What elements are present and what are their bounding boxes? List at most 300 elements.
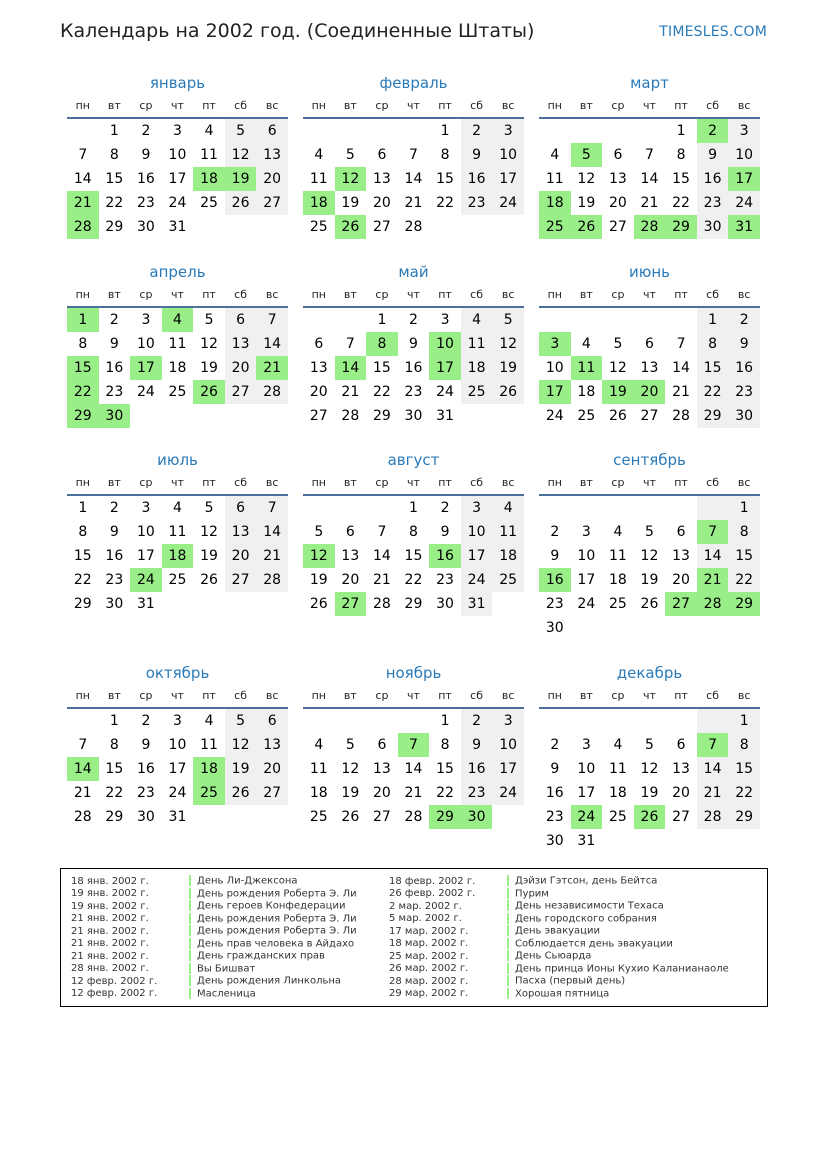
- day-cell[interactable]: 18: [577, 384, 596, 400]
- day-cell[interactable]: 10: [429, 332, 461, 356]
- day-cell[interactable]: 23: [545, 596, 564, 612]
- day-cell[interactable]: 25: [200, 195, 218, 211]
- day-cell[interactable]: 16: [136, 761, 155, 777]
- day-cell[interactable]: 28: [372, 596, 391, 612]
- day-cell[interactable]: 23: [105, 572, 124, 588]
- day-cell[interactable]: 26: [571, 215, 603, 239]
- day-cell[interactable]: 7: [78, 147, 88, 163]
- day-cell[interactable]: 23: [436, 572, 454, 588]
- day-cell[interactable]: 22: [697, 380, 729, 404]
- day-cell[interactable]: 6: [613, 147, 623, 163]
- day-cell[interactable]: 18: [461, 356, 493, 380]
- day-cell[interactable]: 1: [109, 713, 119, 729]
- day-cell[interactable]: 26: [640, 596, 659, 612]
- day-cell[interactable]: 29: [73, 596, 92, 612]
- day-cell[interactable]: 3: [141, 312, 151, 328]
- day-cell[interactable]: 3: [581, 524, 591, 540]
- day-cell[interactable]: 13: [608, 171, 627, 187]
- day-cell[interactable]: 3: [440, 312, 450, 328]
- day-cell[interactable]: 30: [404, 408, 423, 424]
- day-cell[interactable]: 1: [676, 123, 686, 139]
- day-cell[interactable]: 20: [608, 195, 627, 211]
- day-cell[interactable]: 12: [335, 167, 367, 191]
- day-cell[interactable]: 9: [697, 143, 729, 167]
- day-cell[interactable]: 8: [728, 733, 760, 757]
- day-cell[interactable]: 8: [409, 524, 418, 540]
- day-cell[interactable]: 4: [613, 737, 623, 753]
- day-cell[interactable]: 27: [665, 592, 697, 616]
- day-cell[interactable]: 2: [109, 500, 119, 516]
- day-cell[interactable]: 4: [204, 713, 214, 729]
- day-cell[interactable]: 30: [136, 809, 155, 825]
- day-cell[interactable]: 22: [67, 380, 99, 404]
- day-cell[interactable]: 21: [73, 785, 92, 801]
- day-cell[interactable]: 3: [173, 123, 182, 139]
- day-cell[interactable]: 5: [204, 312, 214, 328]
- day-cell[interactable]: 13: [256, 733, 288, 757]
- day-cell[interactable]: 4: [314, 147, 324, 163]
- day-cell[interactable]: 6: [377, 147, 387, 163]
- day-cell[interactable]: 22: [728, 568, 760, 592]
- day-cell[interactable]: 10: [461, 520, 493, 544]
- day-cell[interactable]: 5: [645, 524, 654, 540]
- day-cell[interactable]: 18: [303, 191, 335, 215]
- day-cell[interactable]: 11: [545, 171, 564, 187]
- day-cell[interactable]: 4: [204, 123, 214, 139]
- day-cell[interactable]: 26: [225, 781, 257, 805]
- day-cell[interactable]: 28: [672, 408, 690, 424]
- day-cell[interactable]: 27: [372, 809, 391, 825]
- day-cell[interactable]: 14: [256, 332, 288, 356]
- day-cell[interactable]: 7: [377, 524, 387, 540]
- day-cell[interactable]: 20: [372, 785, 391, 801]
- day-cell[interactable]: 9: [109, 524, 119, 540]
- day-cell[interactable]: 14: [335, 356, 367, 380]
- day-cell[interactable]: 4: [173, 500, 182, 516]
- day-cell[interactable]: 11: [168, 524, 187, 540]
- day-cell[interactable]: 14: [404, 171, 423, 187]
- day-cell[interactable]: 14: [73, 171, 92, 187]
- day-cell[interactable]: 27: [608, 219, 627, 235]
- day-cell[interactable]: 18: [492, 544, 524, 568]
- day-cell[interactable]: 19: [640, 785, 659, 801]
- day-cell[interactable]: 7: [256, 308, 288, 332]
- day-cell[interactable]: 23: [105, 384, 124, 400]
- day-cell[interactable]: 20: [672, 785, 690, 801]
- day-cell[interactable]: 18: [608, 785, 627, 801]
- day-cell[interactable]: 5: [225, 709, 257, 733]
- day-cell[interactable]: 13: [372, 171, 391, 187]
- day-cell[interactable]: 7: [697, 733, 729, 757]
- day-cell[interactable]: 2: [109, 312, 119, 328]
- day-cell[interactable]: 11: [492, 520, 524, 544]
- day-cell[interactable]: 21: [640, 195, 659, 211]
- day-cell[interactable]: 1: [728, 709, 760, 733]
- day-cell[interactable]: 14: [256, 520, 288, 544]
- day-cell[interactable]: 31: [136, 596, 155, 612]
- day-cell[interactable]: 10: [136, 524, 155, 540]
- day-cell[interactable]: 30: [545, 833, 564, 849]
- day-cell[interactable]: 7: [256, 496, 288, 520]
- day-cell[interactable]: 30: [545, 620, 564, 636]
- day-cell[interactable]: 25: [577, 408, 596, 424]
- day-cell[interactable]: 5: [645, 737, 654, 753]
- day-cell[interactable]: 15: [728, 757, 760, 781]
- day-cell[interactable]: 5: [345, 737, 355, 753]
- day-cell[interactable]: 21: [67, 191, 99, 215]
- day-cell[interactable]: 10: [492, 143, 524, 167]
- day-cell[interactable]: 15: [672, 171, 690, 187]
- day-cell[interactable]: 25: [309, 809, 328, 825]
- day-cell[interactable]: 12: [225, 143, 257, 167]
- day-cell[interactable]: 25: [539, 215, 571, 239]
- day-cell[interactable]: 24: [577, 596, 596, 612]
- day-cell[interactable]: 18: [193, 167, 225, 191]
- day-cell[interactable]: 8: [697, 332, 729, 356]
- day-cell[interactable]: 2: [409, 312, 418, 328]
- day-cell[interactable]: 23: [136, 785, 155, 801]
- day-cell[interactable]: 3: [492, 119, 524, 143]
- day-cell[interactable]: 24: [436, 384, 454, 400]
- day-cell[interactable]: 29: [404, 596, 423, 612]
- day-cell[interactable]: 26: [225, 191, 257, 215]
- day-cell[interactable]: 28: [73, 809, 92, 825]
- day-cell[interactable]: 4: [581, 336, 591, 352]
- day-cell[interactable]: 24: [130, 568, 162, 592]
- day-cell[interactable]: 29: [728, 592, 760, 616]
- day-cell[interactable]: 2: [440, 500, 450, 516]
- day-cell[interactable]: 2: [141, 123, 151, 139]
- day-cell[interactable]: 20: [672, 572, 690, 588]
- day-cell[interactable]: 14: [404, 761, 423, 777]
- day-cell[interactable]: 15: [105, 171, 124, 187]
- day-cell[interactable]: 2: [728, 308, 760, 332]
- day-cell[interactable]: 30: [436, 596, 454, 612]
- day-cell[interactable]: 23: [545, 809, 564, 825]
- day-cell[interactable]: 20: [256, 167, 288, 191]
- day-cell[interactable]: 27: [372, 219, 391, 235]
- day-cell[interactable]: 10: [577, 761, 596, 777]
- day-cell[interactable]: 21: [404, 195, 423, 211]
- day-cell[interactable]: 28: [67, 215, 99, 239]
- day-cell[interactable]: 1: [377, 312, 387, 328]
- day-cell[interactable]: 15: [697, 356, 729, 380]
- day-cell[interactable]: 3: [492, 709, 524, 733]
- day-cell[interactable]: 19: [200, 548, 218, 564]
- day-cell[interactable]: 29: [665, 215, 697, 239]
- day-cell[interactable]: 18: [539, 191, 571, 215]
- day-cell[interactable]: 10: [168, 737, 187, 753]
- day-cell[interactable]: 29: [105, 219, 124, 235]
- day-cell[interactable]: 16: [429, 544, 461, 568]
- day-cell[interactable]: 10: [577, 548, 596, 564]
- day-cell[interactable]: 6: [225, 308, 257, 332]
- day-cell[interactable]: 8: [676, 147, 686, 163]
- day-cell[interactable]: 18: [162, 544, 194, 568]
- day-cell[interactable]: 2: [141, 713, 151, 729]
- day-cell[interactable]: 29: [697, 404, 729, 428]
- day-cell[interactable]: 23: [136, 195, 155, 211]
- day-cell[interactable]: 24: [168, 195, 187, 211]
- day-cell[interactable]: 11: [200, 147, 218, 163]
- day-cell[interactable]: 11: [571, 356, 603, 380]
- day-cell[interactable]: 31: [436, 408, 454, 424]
- day-cell[interactable]: 23: [461, 191, 493, 215]
- day-cell[interactable]: 11: [309, 761, 328, 777]
- day-cell[interactable]: 27: [225, 568, 257, 592]
- day-cell[interactable]: 8: [728, 520, 760, 544]
- day-cell[interactable]: 15: [728, 544, 760, 568]
- day-cell[interactable]: 22: [436, 785, 454, 801]
- day-cell[interactable]: 27: [256, 781, 288, 805]
- day-cell[interactable]: 3: [173, 713, 182, 729]
- day-cell[interactable]: 3: [539, 332, 571, 356]
- day-cell[interactable]: 3: [728, 119, 760, 143]
- day-cell[interactable]: 16: [105, 548, 124, 564]
- day-cell[interactable]: 2: [550, 524, 560, 540]
- day-cell[interactable]: 20: [372, 195, 391, 211]
- day-cell[interactable]: 24: [168, 785, 187, 801]
- day-cell[interactable]: 19: [602, 380, 634, 404]
- day-cell[interactable]: 28: [341, 408, 360, 424]
- day-cell[interactable]: 6: [676, 737, 686, 753]
- day-cell[interactable]: 8: [440, 737, 450, 753]
- day-cell[interactable]: 29: [728, 805, 760, 829]
- day-cell[interactable]: 17: [492, 167, 524, 191]
- day-cell[interactable]: 31: [728, 215, 760, 239]
- day-cell[interactable]: 2: [550, 737, 560, 753]
- day-cell[interactable]: 21: [256, 544, 288, 568]
- day-cell[interactable]: 22: [672, 195, 690, 211]
- day-cell[interactable]: 19: [225, 167, 257, 191]
- day-cell[interactable]: 24: [136, 384, 155, 400]
- day-cell[interactable]: 5: [204, 500, 214, 516]
- day-cell[interactable]: 9: [141, 147, 151, 163]
- day-cell[interactable]: 14: [640, 171, 659, 187]
- day-cell[interactable]: 2: [697, 119, 729, 143]
- day-cell[interactable]: 16: [105, 360, 124, 376]
- day-cell[interactable]: 5: [314, 524, 324, 540]
- day-cell[interactable]: 23: [461, 781, 493, 805]
- day-cell[interactable]: 27: [672, 809, 690, 825]
- day-cell[interactable]: 28: [404, 809, 423, 825]
- day-cell[interactable]: 12: [640, 548, 659, 564]
- day-cell[interactable]: 27: [640, 408, 659, 424]
- day-cell[interactable]: 22: [105, 195, 124, 211]
- day-cell[interactable]: 22: [436, 195, 454, 211]
- day-cell[interactable]: 17: [461, 544, 493, 568]
- day-cell[interactable]: 11: [461, 332, 493, 356]
- day-cell[interactable]: 1: [78, 500, 88, 516]
- day-cell[interactable]: 6: [225, 496, 257, 520]
- day-cell[interactable]: 16: [136, 171, 155, 187]
- day-cell[interactable]: 29: [67, 404, 99, 428]
- day-cell[interactable]: 19: [225, 757, 257, 781]
- day-cell[interactable]: 30: [728, 404, 760, 428]
- day-cell[interactable]: 10: [492, 733, 524, 757]
- day-cell[interactable]: 28: [697, 592, 729, 616]
- day-cell[interactable]: 17: [168, 761, 187, 777]
- day-cell[interactable]: 20: [256, 757, 288, 781]
- day-cell[interactable]: 26: [608, 408, 627, 424]
- day-cell[interactable]: 7: [645, 147, 654, 163]
- day-cell[interactable]: 16: [461, 167, 493, 191]
- day-cell[interactable]: 23: [728, 380, 760, 404]
- day-cell[interactable]: 6: [314, 336, 324, 352]
- day-cell[interactable]: 12: [492, 332, 524, 356]
- day-cell[interactable]: 12: [341, 761, 360, 777]
- day-cell[interactable]: 13: [309, 360, 328, 376]
- day-cell[interactable]: 19: [341, 195, 360, 211]
- day-cell[interactable]: 4: [492, 496, 524, 520]
- day-cell[interactable]: 16: [728, 356, 760, 380]
- day-cell[interactable]: 11: [608, 548, 627, 564]
- day-cell[interactable]: 26: [634, 805, 666, 829]
- day-cell[interactable]: 30: [105, 596, 124, 612]
- day-cell[interactable]: 9: [440, 524, 450, 540]
- day-cell[interactable]: 28: [697, 805, 729, 829]
- day-cell[interactable]: 11: [200, 737, 218, 753]
- day-cell[interactable]: 26: [193, 380, 225, 404]
- day-cell[interactable]: 18: [193, 757, 225, 781]
- day-cell[interactable]: 21: [672, 384, 690, 400]
- day-cell[interactable]: 13: [225, 332, 257, 356]
- day-cell[interactable]: 13: [341, 548, 360, 564]
- day-cell[interactable]: 7: [78, 737, 88, 753]
- day-cell[interactable]: 15: [372, 360, 391, 376]
- day-cell[interactable]: 12: [200, 524, 218, 540]
- day-cell[interactable]: 16: [404, 360, 423, 376]
- day-cell[interactable]: 25: [193, 781, 225, 805]
- day-cell[interactable]: 20: [225, 544, 257, 568]
- day-cell[interactable]: 10: [168, 147, 187, 163]
- day-cell[interactable]: 1: [440, 713, 450, 729]
- day-cell[interactable]: 8: [440, 147, 450, 163]
- day-cell[interactable]: 27: [256, 191, 288, 215]
- day-cell[interactable]: 15: [73, 548, 92, 564]
- day-cell[interactable]: 16: [539, 568, 571, 592]
- day-cell[interactable]: 7: [409, 147, 418, 163]
- day-cell[interactable]: 10: [728, 143, 760, 167]
- day-cell[interactable]: 3: [581, 737, 591, 753]
- day-cell[interactable]: 9: [550, 761, 560, 777]
- day-cell[interactable]: 30: [99, 404, 131, 428]
- day-cell[interactable]: 9: [728, 332, 760, 356]
- day-cell[interactable]: 17: [492, 757, 524, 781]
- day-cell[interactable]: 26: [200, 572, 218, 588]
- day-cell[interactable]: 28: [634, 215, 666, 239]
- day-cell[interactable]: 17: [130, 356, 162, 380]
- day-cell[interactable]: 11: [608, 761, 627, 777]
- day-cell[interactable]: 15: [436, 171, 454, 187]
- day-cell[interactable]: 28: [404, 219, 423, 235]
- day-cell[interactable]: 29: [372, 408, 391, 424]
- day-cell[interactable]: 6: [645, 336, 654, 352]
- day-cell[interactable]: 22: [73, 572, 92, 588]
- day-cell[interactable]: 25: [168, 572, 187, 588]
- day-cell[interactable]: 24: [545, 408, 564, 424]
- day-cell[interactable]: 1: [409, 500, 418, 516]
- day-cell[interactable]: 26: [492, 380, 524, 404]
- day-cell[interactable]: 25: [608, 596, 627, 612]
- day-cell[interactable]: 30: [136, 219, 155, 235]
- day-cell[interactable]: 16: [545, 785, 564, 801]
- site-logo[interactable]: TIMESLES.COM: [659, 24, 767, 40]
- day-cell[interactable]: 1: [67, 308, 99, 332]
- day-cell[interactable]: 21: [341, 384, 360, 400]
- day-cell[interactable]: 19: [492, 356, 524, 380]
- day-cell[interactable]: 13: [256, 143, 288, 167]
- day-cell[interactable]: 7: [345, 336, 355, 352]
- day-cell[interactable]: 9: [141, 737, 151, 753]
- day-cell[interactable]: 26: [341, 809, 360, 825]
- day-cell[interactable]: 1: [109, 123, 119, 139]
- day-cell[interactable]: 13: [372, 761, 391, 777]
- day-cell[interactable]: 17: [429, 356, 461, 380]
- day-cell[interactable]: 19: [309, 572, 328, 588]
- day-cell[interactable]: 14: [697, 757, 729, 781]
- day-cell[interactable]: 8: [109, 737, 119, 753]
- day-cell[interactable]: 25: [461, 380, 493, 404]
- day-cell[interactable]: 21: [256, 356, 288, 380]
- day-cell[interactable]: 8: [366, 332, 398, 356]
- day-cell[interactable]: 24: [492, 191, 524, 215]
- day-cell[interactable]: 17: [539, 380, 571, 404]
- day-cell[interactable]: 12: [577, 171, 596, 187]
- day-cell[interactable]: 19: [640, 572, 659, 588]
- day-cell[interactable]: 22: [105, 785, 124, 801]
- day-cell[interactable]: 31: [461, 592, 493, 616]
- day-cell[interactable]: 3: [141, 500, 151, 516]
- day-cell[interactable]: 2: [461, 119, 493, 143]
- day-cell[interactable]: 27: [309, 408, 328, 424]
- day-cell[interactable]: 6: [377, 737, 387, 753]
- day-cell[interactable]: 6: [256, 709, 288, 733]
- day-cell[interactable]: 27: [225, 380, 257, 404]
- day-cell[interactable]: 18: [309, 785, 328, 801]
- day-cell[interactable]: 4: [461, 308, 493, 332]
- day-cell[interactable]: 1: [697, 308, 729, 332]
- day-cell[interactable]: 4: [613, 524, 623, 540]
- day-cell[interactable]: 22: [372, 384, 391, 400]
- day-cell[interactable]: 13: [672, 761, 690, 777]
- day-cell[interactable]: 31: [168, 809, 187, 825]
- day-cell[interactable]: 25: [168, 384, 187, 400]
- day-cell[interactable]: 14: [372, 548, 391, 564]
- day-cell[interactable]: 19: [577, 195, 596, 211]
- day-cell[interactable]: 17: [728, 167, 760, 191]
- day-cell[interactable]: 25: [608, 809, 627, 825]
- day-cell[interactable]: 8: [109, 147, 119, 163]
- day-cell[interactable]: 26: [309, 596, 328, 612]
- day-cell[interactable]: 5: [225, 119, 257, 143]
- day-cell[interactable]: 12: [303, 544, 335, 568]
- day-cell[interactable]: 14: [67, 757, 99, 781]
- day-cell[interactable]: 9: [461, 143, 493, 167]
- day-cell[interactable]: 4: [162, 308, 194, 332]
- day-cell[interactable]: 7: [697, 520, 729, 544]
- day-cell[interactable]: 21: [697, 568, 729, 592]
- day-cell[interactable]: 15: [436, 761, 454, 777]
- day-cell[interactable]: 23: [404, 384, 423, 400]
- day-cell[interactable]: 24: [571, 805, 603, 829]
- day-cell[interactable]: 24: [728, 191, 760, 215]
- day-cell[interactable]: 2: [461, 709, 493, 733]
- day-cell[interactable]: 20: [341, 572, 360, 588]
- day-cell[interactable]: 14: [672, 360, 690, 376]
- day-cell[interactable]: 12: [608, 360, 627, 376]
- day-cell[interactable]: 12: [640, 761, 659, 777]
